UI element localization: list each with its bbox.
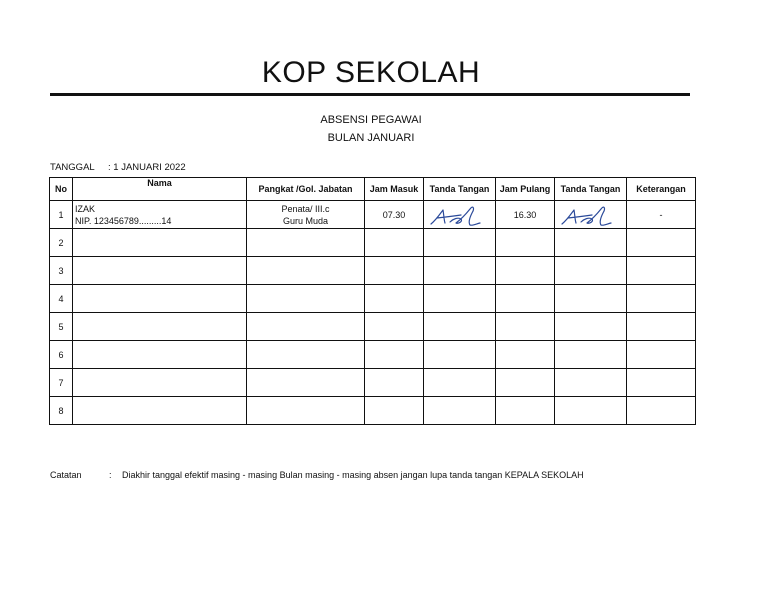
column-header-pangkat: Pangkat /Gol. Jabatan (247, 178, 365, 201)
table-row (50, 397, 696, 425)
empty-cell (247, 369, 365, 397)
empty-cell (424, 285, 496, 313)
empty-cell (555, 341, 627, 369)
empty-cell (247, 285, 365, 313)
empty-cell (627, 313, 696, 341)
page-title: KOP SEKOLAH (261, 56, 481, 89)
employee-name: IZAK (75, 203, 96, 214)
date-label: TANGGAL (50, 162, 95, 173)
empty-cell (365, 341, 424, 369)
empty-cell (496, 341, 555, 369)
signature-in-cell (424, 201, 496, 229)
table-row (50, 285, 696, 313)
empty-cell (555, 397, 627, 425)
document-subtitle: ABSENSI PEGAWAI (320, 114, 422, 126)
empty-cell (555, 369, 627, 397)
empty-cell (555, 313, 627, 341)
empty-cell (247, 313, 365, 341)
column-header-jam-masuk: Jam Masuk (365, 178, 424, 201)
empty-cell (73, 341, 247, 369)
rank-text: Penata/ III.c (281, 203, 330, 214)
note-text: Diakhir tanggal efektif masing - masing Bulan masing - masing absen jangan lupa tanda tangan KEPALA SEKOLAH (122, 470, 584, 480)
empty-cell (365, 313, 424, 341)
column-header-keterangan: Keterangan (627, 178, 696, 201)
date-line (50, 162, 186, 173)
table-row (50, 369, 696, 397)
table-header-row (50, 178, 696, 201)
jam-masuk-value: 07.30 (365, 201, 424, 229)
empty-cell (73, 397, 247, 425)
table-row (50, 313, 696, 341)
row-number: 2 (50, 229, 73, 257)
position-text: Guru Muda (282, 215, 329, 226)
empty-cell (365, 397, 424, 425)
row-number: 5 (50, 313, 73, 341)
empty-cell (496, 285, 555, 313)
row-number: 8 (50, 397, 73, 425)
empty-cell (496, 229, 555, 257)
note-separator: : (109, 470, 112, 480)
signature-out-cell (555, 201, 627, 229)
keterangan-value: - (627, 201, 696, 229)
empty-cell (424, 397, 496, 425)
empty-cell (424, 313, 496, 341)
empty-cell (73, 313, 247, 341)
column-header-nama: Nama (73, 178, 247, 201)
row-number: 1 (50, 201, 73, 229)
empty-cell (247, 257, 365, 285)
empty-cell (73, 285, 247, 313)
column-header-no: No (50, 178, 73, 201)
empty-cell (424, 341, 496, 369)
empty-cell (627, 341, 696, 369)
empty-cell (73, 257, 247, 285)
table-row (50, 229, 696, 257)
empty-cell (365, 229, 424, 257)
jam-pulang-value: 16.30 (496, 201, 555, 229)
month-subtitle: BULAN JANUARI (327, 132, 415, 144)
row-number: 6 (50, 341, 73, 369)
empty-cell (555, 257, 627, 285)
empty-cell (627, 369, 696, 397)
signature-in-image (428, 202, 492, 228)
employee-name-cell (73, 201, 247, 229)
column-header-tanda-tangan-pulang: Tanda Tangan (555, 178, 627, 201)
empty-cell (73, 229, 247, 257)
empty-cell (424, 257, 496, 285)
note-label: Catatan (50, 470, 82, 480)
empty-cell (247, 341, 365, 369)
table-row (50, 201, 696, 229)
empty-cell (365, 285, 424, 313)
row-number: 3 (50, 257, 73, 285)
row-number: 4 (50, 285, 73, 313)
table-row (50, 341, 696, 369)
empty-cell (627, 257, 696, 285)
empty-cell (627, 229, 696, 257)
empty-cell (496, 257, 555, 285)
empty-cell (627, 285, 696, 313)
signature-out-image (559, 202, 623, 228)
table-row (50, 257, 696, 285)
empty-cell (496, 313, 555, 341)
rank-cell (247, 201, 365, 229)
empty-cell (247, 229, 365, 257)
empty-cell (424, 229, 496, 257)
header-rule (50, 93, 690, 96)
column-header-tanda-tangan-masuk: Tanda Tangan (424, 178, 496, 201)
empty-cell (627, 397, 696, 425)
date-value: : 1 JANUARI 2022 (108, 162, 186, 173)
row-number: 7 (50, 369, 73, 397)
empty-cell (496, 397, 555, 425)
empty-cell (496, 369, 555, 397)
empty-cell (73, 369, 247, 397)
employee-nip: NIP. 123456789.........14 (75, 215, 172, 226)
empty-cell (424, 369, 496, 397)
column-header-jam-pulang: Jam Pulang (496, 178, 555, 201)
empty-cell (365, 257, 424, 285)
empty-cell (555, 285, 627, 313)
empty-cell (247, 397, 365, 425)
attendance-table (49, 177, 696, 425)
empty-cell (365, 369, 424, 397)
empty-cell (555, 229, 627, 257)
